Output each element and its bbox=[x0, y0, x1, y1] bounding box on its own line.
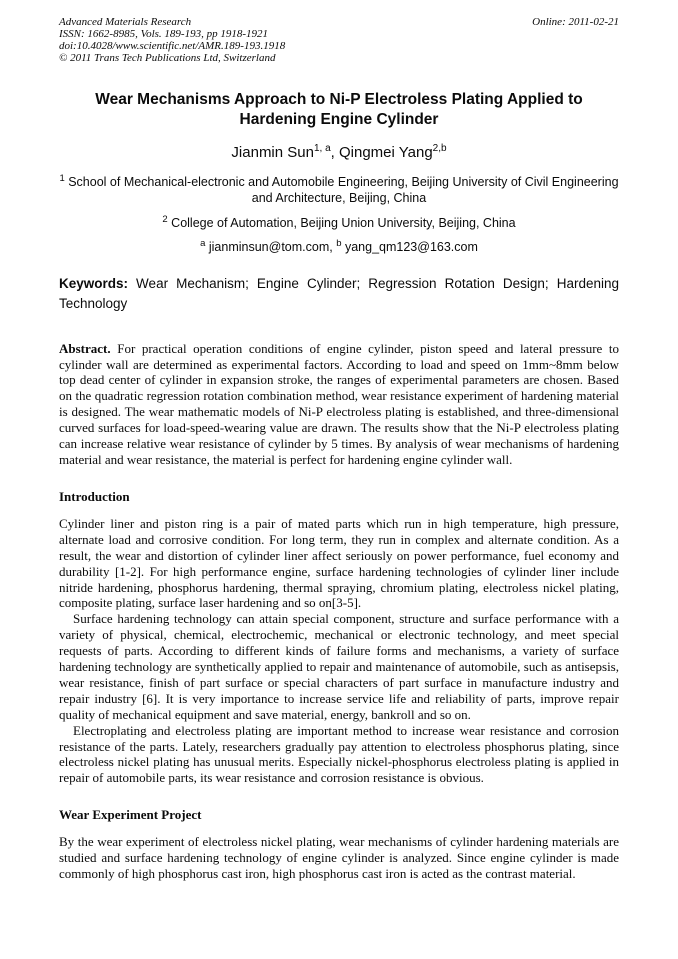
author-1-name: Jianmin Sun bbox=[231, 143, 314, 161]
journal-info-block bbox=[59, 16, 285, 64]
keywords-text: Wear Mechanism; Engine Cylinder; Regression Rotation Design; Hardening Technology bbox=[59, 276, 619, 312]
affiliation-1 bbox=[59, 173, 619, 207]
abstract-block bbox=[59, 341, 619, 468]
email-b: yang_qm123@163.com bbox=[341, 240, 478, 255]
affiliation-2 bbox=[59, 214, 619, 231]
email-b-marker: b bbox=[336, 237, 342, 249]
wear-experiment-paragraph-1: By the wear experiment of electroless nickel plating, wear mechanisms of cylinder hardening materials are studied and surface hardening technology of engine cylinder is analyzed. Since engine cylinder is made commonly of high phosphorus cast iron, high phosphorus cast iron is acted as the contrast material. bbox=[59, 834, 619, 882]
introduction-paragraph-2: Surface hardening technology can attain special component, structure and surface performance with a variety of physical, chemical, electrochemic, mechanical or electronic technology, and meet special requests of parts. According to different kinds of failure forms and mechanisms, a variety of surface hardening technology are synthetically applied to repair and maintenance of automobile, such as antisepsis, wear resistance, finish of part surface or special characters of part surface in manufacture industry and repair industry [6]. It is very importance to increase service life and reliability of parts, improve repair quality of mechanical equipment and save material, energy, bankroll and so on. bbox=[59, 611, 619, 722]
keywords-label: Keywords: bbox=[59, 276, 129, 292]
author-separator: , bbox=[330, 143, 339, 161]
author-emails bbox=[59, 238, 619, 254]
copyright-line: © 2011 Trans Tech Publications Ltd, Switzerland bbox=[59, 52, 276, 64]
journal-name: Advanced Materials Research bbox=[59, 16, 192, 28]
section-heading-introduction: Introduction bbox=[59, 488, 130, 504]
abstract-text: For practical operation conditions of engine cylinder, piston speed and lateral pressure to cylinder wall are determined as experimental factors. According to load and speed on 1mm~8mm below top dead center of cylinder in expansion stroke, the ranges of experimental parameters are chosen. Based on the quadratic regression rotation combination method, wear resistance experiment of hardening material is designed. The wear mathematic models of Ni-P electroless plating is established, and three-dimensional curved surfaces for load-speed-wearing value are drawn. The results show that the Ni-P electroless plating can increase relative wear resistance of cylinder by 5 times. By analysis of wear mechanisms of hardening material and wear resistance, the material is perfect for hardening engine cylinder wall. bbox=[59, 340, 619, 467]
issn-line: ISSN: 1662-8985, Vols. 189-193, pp 1918-1921 bbox=[59, 28, 268, 40]
section-heading-wear-experiment-project: Wear Experiment Project bbox=[59, 807, 202, 823]
affiliation-1-marker: 1 bbox=[59, 172, 65, 184]
affiliation-2-marker: 2 bbox=[162, 213, 168, 225]
abstract-label: Abstract. bbox=[59, 340, 111, 356]
keywords-block bbox=[59, 274, 619, 315]
email-a-marker: a bbox=[200, 237, 206, 249]
author-2-affiliation-marker: 2,b bbox=[432, 142, 447, 154]
author-1-affiliation-marker: 1, a bbox=[313, 142, 331, 154]
introduction-paragraph-3: Electroplating and electroless plating are important method to increase wear resistance and corrosion resistance of the parts. Lately, researchers gradually pay attention to electroless phosphorus plating, since electroless nickel plating has unusual merits. Especially nickel-phosphorus electroless plating is applied in repair of automobile parts, its wear resistance and corrosion resistance is obvious. bbox=[59, 722, 619, 786]
affiliation-1-text: School of Mechanical-electronic and Automobile Engineering, Beijing University of Civil Engineering and Architecture, Beijing, China bbox=[64, 175, 619, 206]
online-date: Online: 2011-02-21 bbox=[532, 16, 619, 28]
author-2-name: Qingmei Yang bbox=[339, 143, 433, 161]
paper-title: Wear Mechanisms Approach to Ni-P Electroless Plating Applied to Hardening Engine Cylinder bbox=[95, 91, 583, 129]
affiliation-2-text: College of Automation, Beijing Union University, Beijing, China bbox=[167, 215, 516, 230]
journal-header bbox=[59, 16, 619, 64]
doi-line: doi:10.4028/www.scientific.net/AMR.189-193.1918 bbox=[59, 40, 286, 52]
authors-line bbox=[59, 143, 619, 161]
email-a: jianminsun@tom.com, bbox=[205, 240, 337, 255]
introduction-paragraph-1: Cylinder liner and piston ring is a pair of mated parts which run in high temperature, high pressure, alternate load and corrosive condition. For long term, they run in complex and alternate condition. As a result, the wear and distortion of cylinder liner affect seriously on power performance, fuel economy and durability [1-2]. For high performance engine, surface hardening technologies of cylinder liner include nitride hardening, phosphorus hardening, thermal spraying, chromium plating, electroless nickel plating, composite plating, surface laser hardening and so on[3-5]. bbox=[59, 515, 619, 611]
